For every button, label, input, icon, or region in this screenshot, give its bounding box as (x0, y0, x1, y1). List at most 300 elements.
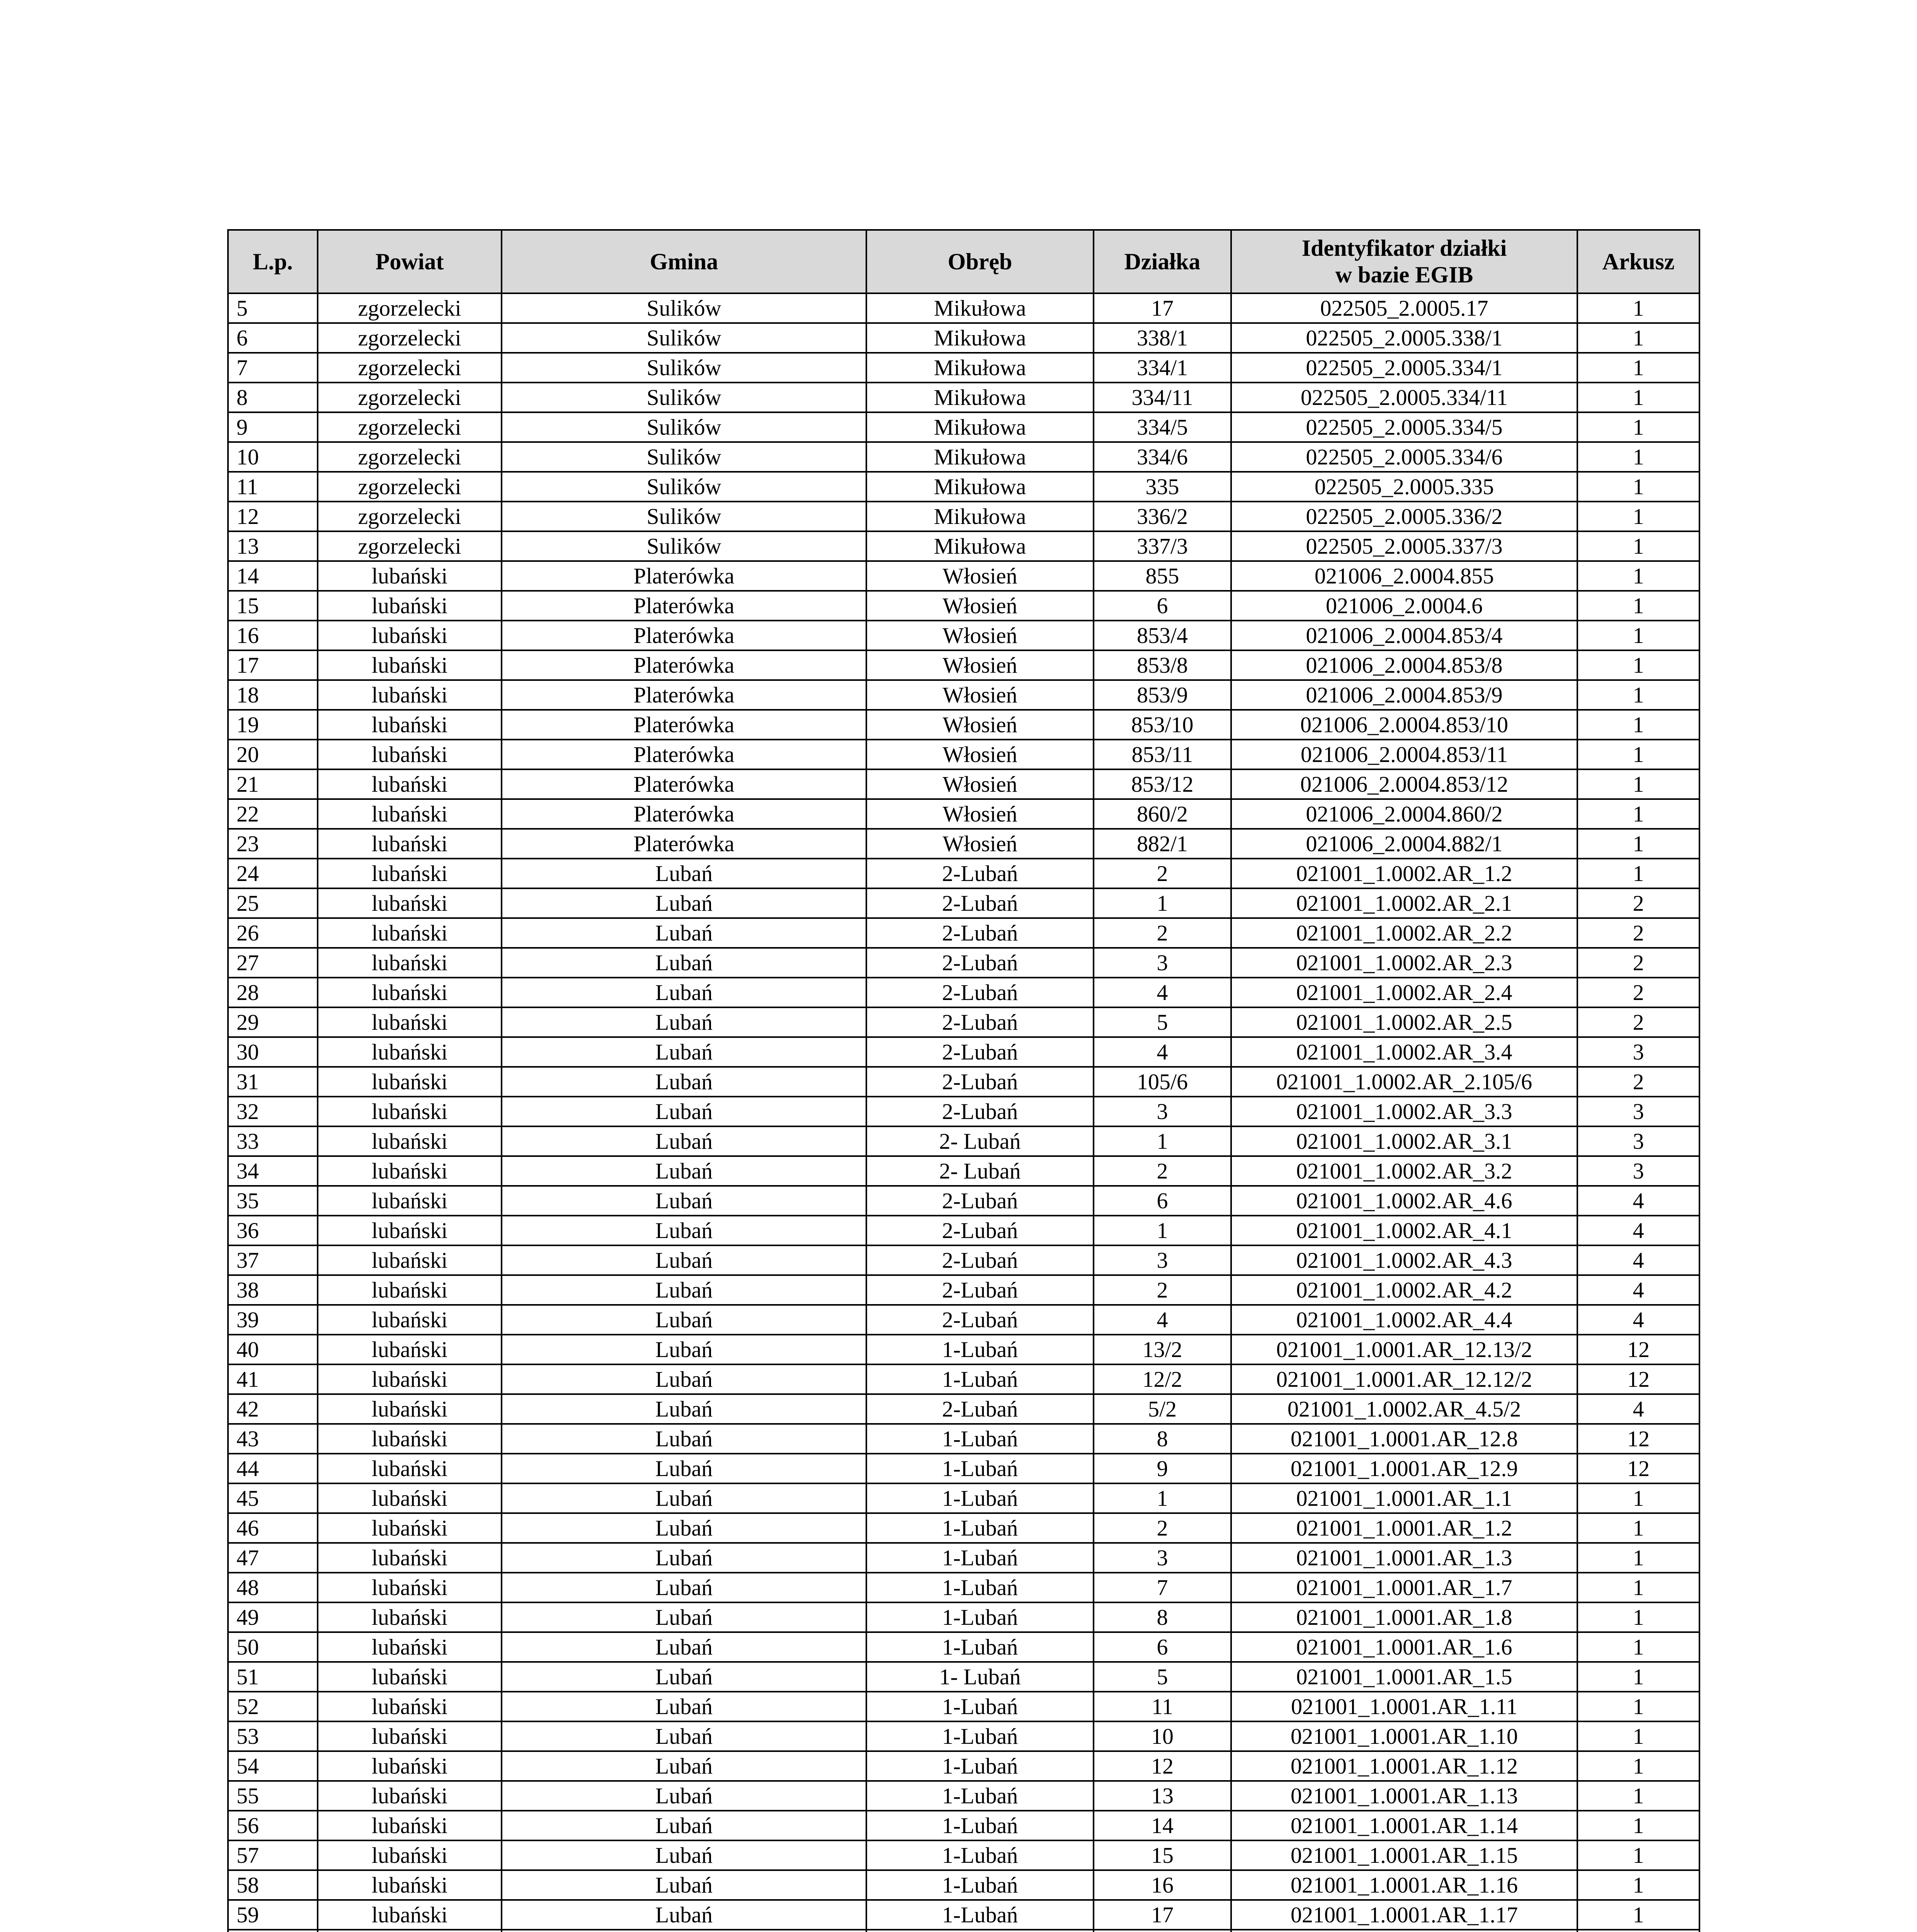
cell-obreb: 1-Lubań (866, 1483, 1094, 1513)
cell-dzialka: 13 (1094, 1781, 1231, 1811)
cell-lp: 5 (228, 293, 318, 323)
cell-lp: 8 (228, 383, 318, 412)
cell-dzialka: 10 (1094, 1721, 1231, 1751)
cell-lp: 28 (228, 978, 318, 1007)
cell-identyfikator: 022505_2.0005.336/2 (1231, 502, 1577, 531)
cell-powiat: lubański (318, 1186, 502, 1216)
cell-powiat: lubański (318, 1483, 502, 1513)
cell-dzialka: 17 (1094, 1900, 1231, 1930)
cell-powiat: lubański (318, 680, 502, 710)
table-row (228, 740, 1699, 769)
cell-dzialka: 855 (1094, 561, 1231, 591)
cell-obreb: 1-Lubań (866, 1454, 1094, 1483)
cell-dzialka: 3 (1094, 1543, 1231, 1573)
cell-dzialka: 17 (1094, 293, 1231, 323)
cell-lp: 29 (228, 1007, 318, 1037)
cell-identyfikator (1231, 1930, 1577, 1932)
cell-arkusz: 1 (1577, 353, 1699, 383)
table-row (228, 1632, 1699, 1662)
cell-identyfikator: 021001_1.0002.AR_2.2 (1231, 918, 1577, 948)
table-row (228, 1602, 1699, 1632)
cell-arkusz: 3 (1577, 1156, 1699, 1186)
table-row (228, 502, 1699, 531)
cell-gmina: Platerówka (502, 769, 866, 799)
cell-identyfikator: 021006_2.0004.853/11 (1231, 740, 1577, 769)
cell-obreb: Mikułowa (866, 531, 1094, 561)
cell-arkusz: 1 (1577, 1602, 1699, 1632)
cell-obreb: 2-Lubań (866, 1007, 1094, 1037)
cell-obreb: 1-Lubań (866, 1840, 1094, 1870)
cell-obreb: 1-Lubań (866, 1751, 1094, 1781)
cell-powiat: lubański (318, 561, 502, 591)
cell-obreb: 2-Lubań (866, 1305, 1094, 1335)
cell-powiat: zgorzelecki (318, 442, 502, 472)
cell-obreb: Włosień (866, 710, 1094, 740)
cell-powiat: zgorzelecki (318, 293, 502, 323)
table-row (228, 383, 1699, 412)
cell-powiat: lubański (318, 1126, 502, 1156)
cell-lp: 50 (228, 1632, 318, 1662)
cell-gmina: Lubań (502, 1156, 866, 1186)
cell-gmina: Platerówka (502, 710, 866, 740)
cell-arkusz: 1 (1577, 472, 1699, 502)
cell-identyfikator: 021001_1.0001.AR_1.8 (1231, 1602, 1577, 1632)
cell-dzialka: 853/4 (1094, 621, 1231, 650)
cell-powiat: lubański (318, 1692, 502, 1721)
cell-arkusz: 2 (1577, 978, 1699, 1007)
table-row (228, 1067, 1699, 1097)
table-row (228, 1811, 1699, 1840)
cell-lp: 25 (228, 888, 318, 918)
cell-obreb: Mikułowa (866, 472, 1094, 502)
cell-lp: 30 (228, 1037, 318, 1067)
cell-obreb: Włosień (866, 829, 1094, 859)
cell-arkusz: 2 (1577, 1007, 1699, 1037)
cell-lp: 42 (228, 1394, 318, 1424)
cell-obreb: 1-Lubań (866, 1543, 1094, 1573)
cell-dzialka: 6 (1094, 1632, 1231, 1662)
cell-identyfikator: 021001_1.0002.AR_3.1 (1231, 1126, 1577, 1156)
table-row (228, 918, 1699, 948)
table-row (228, 412, 1699, 442)
cell-powiat: lubański (318, 1097, 502, 1126)
cell-obreb: 1-Lubań (866, 1870, 1094, 1900)
cell-powiat: lubański (318, 1513, 502, 1543)
cell-lp: 15 (228, 591, 318, 621)
cell-arkusz: 1 (1577, 293, 1699, 323)
cell-gmina: Lubań (502, 1483, 866, 1513)
cell-dzialka: 3 (1094, 1097, 1231, 1126)
cell-identyfikator: 021001_1.0001.AR_12.12/2 (1231, 1364, 1577, 1394)
cell-gmina: Platerówka (502, 829, 866, 859)
cell-lp: 22 (228, 799, 318, 829)
cell-lp (228, 1930, 318, 1932)
cell-identyfikator: 022505_2.0005.334/11 (1231, 383, 1577, 412)
table-row (228, 531, 1699, 561)
cell-gmina: Sulików (502, 323, 866, 353)
cell-arkusz: 1 (1577, 383, 1699, 412)
cell-powiat: lubański (318, 1245, 502, 1275)
cell-dzialka: 5/2 (1094, 1394, 1231, 1424)
cell-arkusz: 1 (1577, 1632, 1699, 1662)
cell-obreb: Włosień (866, 621, 1094, 650)
cell-obreb: 2- Lubań (866, 1156, 1094, 1186)
cell-dzialka: 14 (1094, 1811, 1231, 1840)
cell-dzialka: 6 (1094, 1186, 1231, 1216)
cell-gmina: Sulików (502, 412, 866, 442)
header-obreb: Obręb (866, 230, 1094, 293)
cell-gmina: Lubań (502, 1007, 866, 1037)
cell-arkusz: 1 (1577, 650, 1699, 680)
cell-obreb: 1-Lubań (866, 1513, 1094, 1543)
cell-arkusz: 1 (1577, 710, 1699, 740)
table-row (228, 1126, 1699, 1156)
cell-dzialka (1094, 1930, 1231, 1932)
cell-dzialka: 336/2 (1094, 502, 1231, 531)
table-row (228, 1692, 1699, 1721)
cell-powiat: zgorzelecki (318, 502, 502, 531)
table-row (228, 621, 1699, 650)
header-gmina: Gmina (502, 230, 866, 293)
cell-identyfikator: 021006_2.0004.853/12 (1231, 769, 1577, 799)
cell-lp: 51 (228, 1662, 318, 1692)
cell-dzialka: 12/2 (1094, 1364, 1231, 1394)
cell-powiat: lubański (318, 1543, 502, 1573)
cell-gmina: Lubań (502, 1900, 866, 1930)
cell-arkusz: 1 (1577, 1692, 1699, 1721)
cell-lp: 48 (228, 1573, 318, 1602)
cell-gmina: Lubań (502, 1751, 866, 1781)
cell-powiat: lubański (318, 591, 502, 621)
table-row (228, 829, 1699, 859)
cell-lp: 23 (228, 829, 318, 859)
cell-obreb: 2-Lubań (866, 1037, 1094, 1067)
cell-dzialka: 338/1 (1094, 323, 1231, 353)
cell-arkusz: 4 (1577, 1305, 1699, 1335)
cell-arkusz: 1 (1577, 502, 1699, 531)
cell-arkusz: 1 (1577, 1721, 1699, 1751)
cell-dzialka: 1 (1094, 1483, 1231, 1513)
cell-lp: 57 (228, 1840, 318, 1870)
cell-identyfikator: 021006_2.0004.853/4 (1231, 621, 1577, 650)
table-row (228, 1186, 1699, 1216)
cell-obreb: Mikułowa (866, 293, 1094, 323)
cell-lp: 14 (228, 561, 318, 591)
cell-dzialka: 1 (1094, 1126, 1231, 1156)
cell-dzialka: 860/2 (1094, 799, 1231, 829)
cell-powiat: lubański (318, 1632, 502, 1662)
cell-powiat: lubański (318, 1275, 502, 1305)
cell-identyfikator: 021006_2.0004.853/10 (1231, 710, 1577, 740)
cell-identyfikator: 021001_1.0001.AR_1.3 (1231, 1543, 1577, 1573)
cell-gmina: Platerówka (502, 650, 866, 680)
cell-powiat: lubański (318, 1781, 502, 1811)
cell-identyfikator: 022505_2.0005.337/3 (1231, 531, 1577, 561)
table-row (228, 650, 1699, 680)
cell-obreb: 2-Lubań (866, 1275, 1094, 1305)
cell-lp: 45 (228, 1483, 318, 1513)
cell-lp: 21 (228, 769, 318, 799)
cell-obreb: 1-Lubań (866, 1632, 1094, 1662)
cell-lp: 41 (228, 1364, 318, 1394)
cell-obreb: 1-Lubań (866, 1900, 1094, 1930)
cell-dzialka: 853/8 (1094, 650, 1231, 680)
cell-gmina: Sulików (502, 442, 866, 472)
cell-dzialka: 16 (1094, 1870, 1231, 1900)
cell-identyfikator: 021006_2.0004.853/8 (1231, 650, 1577, 680)
cell-powiat: lubański (318, 1811, 502, 1840)
cell-identyfikator: 021001_1.0001.AR_1.5 (1231, 1662, 1577, 1692)
cell-dzialka: 4 (1094, 978, 1231, 1007)
table-row (228, 1751, 1699, 1781)
cell-identyfikator: 022505_2.0005.334/5 (1231, 412, 1577, 442)
cell-powiat: zgorzelecki (318, 412, 502, 442)
cell-gmina: Lubań (502, 1037, 866, 1067)
cell-powiat: lubański (318, 1394, 502, 1424)
cell-obreb: 2- Lubań (866, 1126, 1094, 1156)
cell-dzialka: 11 (1094, 1692, 1231, 1721)
cell-identyfikator: 021001_1.0001.AR_1.13 (1231, 1781, 1577, 1811)
table-row (228, 1156, 1699, 1186)
cell-identyfikator: 021006_2.0004.860/2 (1231, 799, 1577, 829)
cell-dzialka: 5 (1094, 1007, 1231, 1037)
cell-gmina: Platerówka (502, 799, 866, 829)
cell-gmina: Lubań (502, 859, 866, 888)
cell-lp: 18 (228, 680, 318, 710)
cell-powiat: lubański (318, 1305, 502, 1335)
cell-powiat: lubański (318, 1335, 502, 1364)
table-row (228, 680, 1699, 710)
parcel-table (227, 229, 1700, 1932)
cell-identyfikator: 021001_1.0002.AR_4.2 (1231, 1275, 1577, 1305)
cell-lp: 24 (228, 859, 318, 888)
cell-identyfikator: 021001_1.0001.AR_1.16 (1231, 1870, 1577, 1900)
table-row (228, 1424, 1699, 1454)
cell-identyfikator: 021006_2.0004.882/1 (1231, 829, 1577, 859)
table-header-row (228, 230, 1699, 293)
cell-gmina: Lubań (502, 1692, 866, 1721)
cell-obreb: 1-Lubań (866, 1781, 1094, 1811)
cell-arkusz: 4 (1577, 1186, 1699, 1216)
cell-arkusz: 1 (1577, 591, 1699, 621)
cell-arkusz: 3 (1577, 1037, 1699, 1067)
header-lp: L.p. (228, 230, 318, 293)
cell-gmina: Lubań (502, 1216, 866, 1245)
cell-gmina: Lubań (502, 1245, 866, 1275)
cell-powiat: zgorzelecki (318, 531, 502, 561)
cell-identyfikator: 021001_1.0001.AR_1.2 (1231, 1513, 1577, 1543)
cell-dzialka: 105/6 (1094, 1067, 1231, 1097)
cell-dzialka: 6 (1094, 591, 1231, 621)
cell-powiat: zgorzelecki (318, 323, 502, 353)
table-row (228, 1900, 1699, 1930)
cell-powiat: lubański (318, 1037, 502, 1067)
cell-gmina: Lubań (502, 1721, 866, 1751)
cell-arkusz: 4 (1577, 1394, 1699, 1424)
cell-lp: 46 (228, 1513, 318, 1543)
cell-identyfikator: 022505_2.0005.338/1 (1231, 323, 1577, 353)
cell-dzialka: 4 (1094, 1305, 1231, 1335)
table-row (228, 1930, 1699, 1932)
table-row (228, 353, 1699, 383)
cell-identyfikator: 021001_1.0002.AR_3.3 (1231, 1097, 1577, 1126)
cell-dzialka: 9 (1094, 1454, 1231, 1483)
cell-lp: 9 (228, 412, 318, 442)
cell-lp: 55 (228, 1781, 318, 1811)
cell-gmina: Lubań (502, 1840, 866, 1870)
cell-arkusz: 1 (1577, 1662, 1699, 1692)
cell-arkusz (1577, 1930, 1699, 1932)
cell-powiat: lubański (318, 1573, 502, 1602)
cell-powiat: lubański (318, 1007, 502, 1037)
table-row (228, 591, 1699, 621)
cell-identyfikator: 021001_1.0002.AR_4.3 (1231, 1245, 1577, 1275)
cell-powiat: lubański (318, 1751, 502, 1781)
table-row (228, 1870, 1699, 1900)
cell-lp: 38 (228, 1275, 318, 1305)
cell-gmina: Sulików (502, 502, 866, 531)
cell-gmina: Lubań (502, 1513, 866, 1543)
cell-obreb: 2-Lubań (866, 918, 1094, 948)
cell-lp: 35 (228, 1186, 318, 1216)
cell-lp: 27 (228, 948, 318, 978)
cell-obreb: Włosień (866, 799, 1094, 829)
cell-powiat: lubański (318, 799, 502, 829)
cell-arkusz: 1 (1577, 561, 1699, 591)
cell-gmina: Lubań (502, 1870, 866, 1900)
cell-arkusz: 12 (1577, 1364, 1699, 1394)
cell-identyfikator: 021006_2.0004.853/9 (1231, 680, 1577, 710)
cell-powiat: lubański (318, 1721, 502, 1751)
cell-identyfikator: 021001_1.0002.AR_3.2 (1231, 1156, 1577, 1186)
cell-identyfikator: 021001_1.0002.AR_4.5/2 (1231, 1394, 1577, 1424)
cell-dzialka: 15 (1094, 1840, 1231, 1870)
cell-dzialka: 5 (1094, 1662, 1231, 1692)
cell-gmina: Lubań (502, 1186, 866, 1216)
cell-identyfikator: 021001_1.0002.AR_2.3 (1231, 948, 1577, 978)
cell-gmina (502, 1930, 866, 1932)
cell-identyfikator: 021001_1.0002.AR_4.6 (1231, 1186, 1577, 1216)
table-row (228, 1335, 1699, 1364)
cell-identyfikator: 022505_2.0005.17 (1231, 293, 1577, 323)
cell-dzialka: 13/2 (1094, 1335, 1231, 1364)
cell-lp: 54 (228, 1751, 318, 1781)
table-row (228, 1483, 1699, 1513)
cell-powiat: lubański (318, 829, 502, 859)
cell-powiat: lubański (318, 1067, 502, 1097)
cell-powiat: lubański (318, 1364, 502, 1394)
cell-gmina: Platerówka (502, 740, 866, 769)
cell-lp: 26 (228, 918, 318, 948)
cell-arkusz: 2 (1577, 1067, 1699, 1097)
cell-identyfikator: 021001_1.0001.AR_1.10 (1231, 1721, 1577, 1751)
cell-lp: 37 (228, 1245, 318, 1275)
cell-obreb (866, 1930, 1094, 1932)
cell-obreb: 1-Lubań (866, 1692, 1094, 1721)
cell-gmina: Lubań (502, 918, 866, 948)
cell-arkusz: 1 (1577, 1543, 1699, 1573)
cell-dzialka: 334/6 (1094, 442, 1231, 472)
cell-identyfikator: 022505_2.0005.335 (1231, 472, 1577, 502)
cell-lp: 12 (228, 502, 318, 531)
cell-obreb: Mikułowa (866, 323, 1094, 353)
cell-arkusz: 1 (1577, 1573, 1699, 1602)
cell-arkusz: 1 (1577, 859, 1699, 888)
cell-obreb: 2-Lubań (866, 1097, 1094, 1126)
cell-identyfikator: 021001_1.0002.AR_2.1 (1231, 888, 1577, 918)
cell-dzialka: 2 (1094, 1275, 1231, 1305)
cell-arkusz: 1 (1577, 323, 1699, 353)
cell-obreb: 1- Lubań (866, 1662, 1094, 1692)
cell-powiat: lubański (318, 859, 502, 888)
cell-obreb: Mikułowa (866, 383, 1094, 412)
cell-powiat: lubański (318, 948, 502, 978)
header-arkusz: Arkusz (1577, 230, 1699, 293)
cell-dzialka: 2 (1094, 1513, 1231, 1543)
cell-obreb: Włosień (866, 561, 1094, 591)
cell-dzialka: 2 (1094, 918, 1231, 948)
cell-arkusz: 4 (1577, 1216, 1699, 1245)
cell-gmina: Platerówka (502, 561, 866, 591)
cell-lp: 33 (228, 1126, 318, 1156)
cell-obreb: 2-Lubań (866, 859, 1094, 888)
cell-lp: 11 (228, 472, 318, 502)
table-body (228, 293, 1699, 1932)
cell-dzialka: 4 (1094, 1037, 1231, 1067)
cell-dzialka: 3 (1094, 1245, 1231, 1275)
cell-identyfikator: 022505_2.0005.334/6 (1231, 442, 1577, 472)
cell-dzialka: 3 (1094, 948, 1231, 978)
cell-arkusz: 1 (1577, 621, 1699, 650)
cell-arkusz: 1 (1577, 1900, 1699, 1930)
cell-obreb: Włosień (866, 680, 1094, 710)
cell-lp: 13 (228, 531, 318, 561)
cell-gmina: Lubań (502, 1305, 866, 1335)
cell-powiat: lubański (318, 650, 502, 680)
cell-gmina: Lubań (502, 978, 866, 1007)
cell-powiat: lubański (318, 888, 502, 918)
cell-identyfikator: 021001_1.0001.AR_1.1 (1231, 1483, 1577, 1513)
cell-lp: 10 (228, 442, 318, 472)
cell-obreb: Mikułowa (866, 442, 1094, 472)
cell-obreb: 1-Lubań (866, 1335, 1094, 1364)
table-row (228, 472, 1699, 502)
cell-lp: 20 (228, 740, 318, 769)
cell-arkusz: 1 (1577, 1513, 1699, 1543)
cell-obreb: 1-Lubań (866, 1424, 1094, 1454)
cell-lp: 17 (228, 650, 318, 680)
cell-gmina: Lubań (502, 1126, 866, 1156)
cell-obreb: 2-Lubań (866, 888, 1094, 918)
cell-dzialka: 334/5 (1094, 412, 1231, 442)
cell-gmina: Lubań (502, 1335, 866, 1364)
cell-gmina: Lubań (502, 1811, 866, 1840)
cell-powiat: lubański (318, 1662, 502, 1692)
cell-arkusz: 1 (1577, 769, 1699, 799)
table-row (228, 1245, 1699, 1275)
cell-identyfikator: 021001_1.0001.AR_12.13/2 (1231, 1335, 1577, 1364)
cell-gmina: Lubań (502, 948, 866, 978)
table-row (228, 888, 1699, 918)
cell-dzialka: 2 (1094, 859, 1231, 888)
cell-lp: 39 (228, 1305, 318, 1335)
cell-identyfikator: 021001_1.0002.AR_4.4 (1231, 1305, 1577, 1335)
table-row (228, 1781, 1699, 1811)
cell-lp: 36 (228, 1216, 318, 1245)
cell-gmina: Lubań (502, 1424, 866, 1454)
table-row (228, 1840, 1699, 1870)
cell-powiat: zgorzelecki (318, 353, 502, 383)
